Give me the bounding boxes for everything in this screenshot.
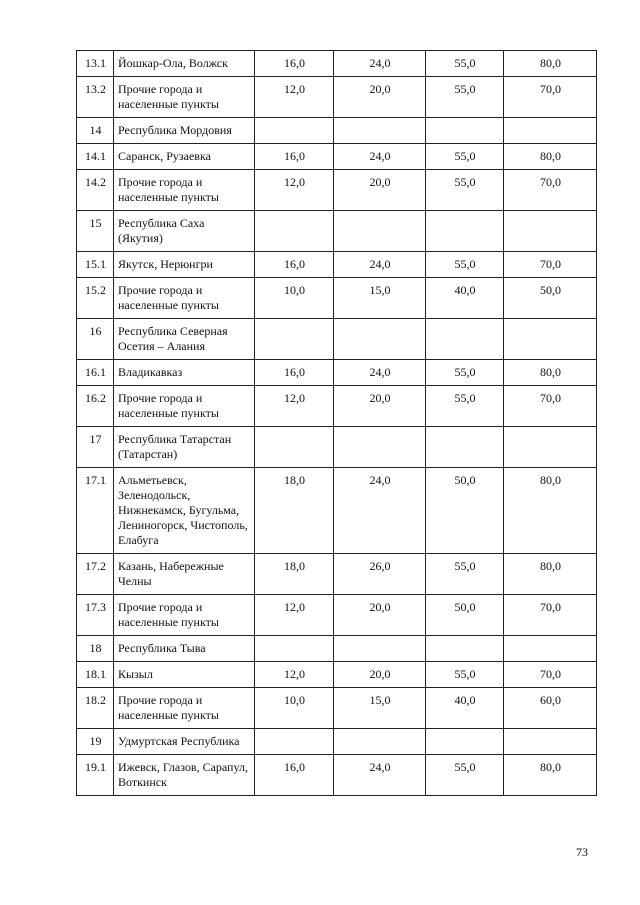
value-cell: 50,0 — [426, 595, 504, 636]
value-cell: 16,0 — [255, 51, 334, 77]
value-cell — [334, 729, 426, 755]
locality-name: Прочие города и населенные пункты — [114, 386, 255, 427]
locality-name: Прочие города и населенные пункты — [114, 688, 255, 729]
locality-name: Республика Тыва — [114, 636, 255, 662]
value-cell: 70,0 — [504, 662, 597, 688]
table-row — [77, 118, 597, 144]
value-cell — [255, 118, 334, 144]
value-cell: 55,0 — [426, 144, 504, 170]
value-cell — [504, 319, 597, 360]
value-cell: 16,0 — [255, 360, 334, 386]
locality-name: Прочие города и населенные пункты — [114, 595, 255, 636]
row-number: 14.2 — [77, 170, 114, 211]
locality-name: Прочие города и населенные пункты — [114, 170, 255, 211]
row-number: 15 — [77, 211, 114, 252]
value-cell: 20,0 — [334, 386, 426, 427]
value-cell — [426, 427, 504, 468]
value-cell: 24,0 — [334, 51, 426, 77]
value-cell: 12,0 — [255, 662, 334, 688]
value-cell — [426, 729, 504, 755]
table-row — [77, 386, 597, 427]
locality-name: Республика Татарстан (Татарстан) — [114, 427, 255, 468]
value-cell — [426, 319, 504, 360]
value-cell: 15,0 — [334, 688, 426, 729]
value-cell: 40,0 — [426, 278, 504, 319]
value-cell — [504, 427, 597, 468]
table-row — [77, 468, 597, 554]
row-number: 17 — [77, 427, 114, 468]
table-row — [77, 554, 597, 595]
row-number: 16.1 — [77, 360, 114, 386]
table-row — [77, 144, 597, 170]
value-cell: 50,0 — [426, 468, 504, 554]
value-cell: 24,0 — [334, 144, 426, 170]
row-number: 17.2 — [77, 554, 114, 595]
value-cell: 15,0 — [334, 278, 426, 319]
locality-name: Кызыл — [114, 662, 255, 688]
value-cell: 12,0 — [255, 77, 334, 118]
value-cell: 40,0 — [426, 688, 504, 729]
value-cell: 12,0 — [255, 386, 334, 427]
table-row — [77, 636, 597, 662]
value-cell — [426, 118, 504, 144]
value-cell: 20,0 — [334, 662, 426, 688]
row-number: 16.2 — [77, 386, 114, 427]
value-cell: 55,0 — [426, 662, 504, 688]
row-number: 18.2 — [77, 688, 114, 729]
row-number: 18.1 — [77, 662, 114, 688]
locality-name: Удмуртская Республика — [114, 729, 255, 755]
row-number: 18 — [77, 636, 114, 662]
table-row — [77, 755, 597, 796]
locality-name: Саранск, Рузаевка — [114, 144, 255, 170]
value-cell: 18,0 — [255, 468, 334, 554]
table-row — [77, 252, 597, 278]
value-cell: 80,0 — [504, 51, 597, 77]
table-row — [77, 170, 597, 211]
value-cell: 12,0 — [255, 595, 334, 636]
value-cell — [255, 729, 334, 755]
locality-name: Прочие города и населенные пункты — [114, 77, 255, 118]
table-row — [77, 662, 597, 688]
row-number: 14 — [77, 118, 114, 144]
row-number: 17.3 — [77, 595, 114, 636]
value-cell: 55,0 — [426, 77, 504, 118]
row-number: 16 — [77, 319, 114, 360]
value-cell: 80,0 — [504, 360, 597, 386]
value-cell: 55,0 — [426, 386, 504, 427]
value-cell: 70,0 — [504, 170, 597, 211]
value-cell — [504, 636, 597, 662]
value-cell: 80,0 — [504, 144, 597, 170]
value-cell — [426, 211, 504, 252]
locality-name: Республика Мордовия — [114, 118, 255, 144]
locality-name: Йошкар-Ола, Волжск — [114, 51, 255, 77]
value-cell — [255, 319, 334, 360]
table-row — [77, 729, 597, 755]
value-cell: 70,0 — [504, 77, 597, 118]
table-row — [77, 319, 597, 360]
locality-name: Республика Саха (Якутия) — [114, 211, 255, 252]
value-cell — [504, 211, 597, 252]
value-cell: 70,0 — [504, 595, 597, 636]
value-cell: 20,0 — [334, 170, 426, 211]
value-cell: 16,0 — [255, 252, 334, 278]
value-cell: 55,0 — [426, 170, 504, 211]
locality-name: Республика Северная Осетия – Алания — [114, 319, 255, 360]
value-cell — [334, 118, 426, 144]
value-cell: 24,0 — [334, 360, 426, 386]
table-row — [77, 278, 597, 319]
value-cell: 24,0 — [334, 252, 426, 278]
value-cell: 24,0 — [334, 755, 426, 796]
page-number: 73 — [576, 845, 588, 859]
value-cell — [334, 319, 426, 360]
value-cell: 55,0 — [426, 252, 504, 278]
value-cell: 50,0 — [504, 278, 597, 319]
row-number: 13.2 — [77, 77, 114, 118]
value-cell: 55,0 — [426, 51, 504, 77]
value-cell: 16,0 — [255, 755, 334, 796]
table-row — [77, 211, 597, 252]
value-cell — [334, 211, 426, 252]
row-number: 15.2 — [77, 278, 114, 319]
value-cell — [255, 211, 334, 252]
value-cell: 20,0 — [334, 595, 426, 636]
row-number: 14.1 — [77, 144, 114, 170]
value-cell — [426, 636, 504, 662]
value-cell: 26,0 — [334, 554, 426, 595]
row-number: 19.1 — [77, 755, 114, 796]
value-cell: 55,0 — [426, 755, 504, 796]
value-cell — [334, 636, 426, 662]
value-cell: 55,0 — [426, 360, 504, 386]
value-cell: 20,0 — [334, 77, 426, 118]
row-number: 13.1 — [77, 51, 114, 77]
row-number: 19 — [77, 729, 114, 755]
value-cell: 18,0 — [255, 554, 334, 595]
locality-name: Прочие города и населенные пункты — [114, 278, 255, 319]
table-row — [77, 360, 597, 386]
row-number: 17.1 — [77, 468, 114, 554]
value-cell: 12,0 — [255, 170, 334, 211]
value-cell: 10,0 — [255, 278, 334, 319]
value-cell — [504, 729, 597, 755]
value-cell: 55,0 — [426, 554, 504, 595]
table-row — [77, 427, 597, 468]
rates-table — [76, 50, 597, 796]
table-row — [77, 51, 597, 77]
locality-name: Казань, Набережные Челны — [114, 554, 255, 595]
value-cell — [255, 636, 334, 662]
value-cell: 60,0 — [504, 688, 597, 729]
value-cell — [334, 427, 426, 468]
table-row — [77, 77, 597, 118]
locality-name: Ижевск, Глазов, Сарапул, Воткинск — [114, 755, 255, 796]
value-cell: 80,0 — [504, 554, 597, 595]
table-row — [77, 688, 597, 729]
value-cell: 10,0 — [255, 688, 334, 729]
value-cell: 80,0 — [504, 755, 597, 796]
value-cell: 70,0 — [504, 386, 597, 427]
locality-name: Якутск, Нерюнгри — [114, 252, 255, 278]
locality-name: Владикавказ — [114, 360, 255, 386]
value-cell — [504, 118, 597, 144]
value-cell: 80,0 — [504, 468, 597, 554]
value-cell — [255, 427, 334, 468]
value-cell: 24,0 — [334, 468, 426, 554]
locality-name: Альметьевск, Зеленодольск, Нижнекамск, Бугульма, Лениногорск, Чистополь, Елабуга — [114, 468, 255, 554]
table-row — [77, 595, 597, 636]
value-cell: 70,0 — [504, 252, 597, 278]
row-number: 15.1 — [77, 252, 114, 278]
value-cell: 16,0 — [255, 144, 334, 170]
